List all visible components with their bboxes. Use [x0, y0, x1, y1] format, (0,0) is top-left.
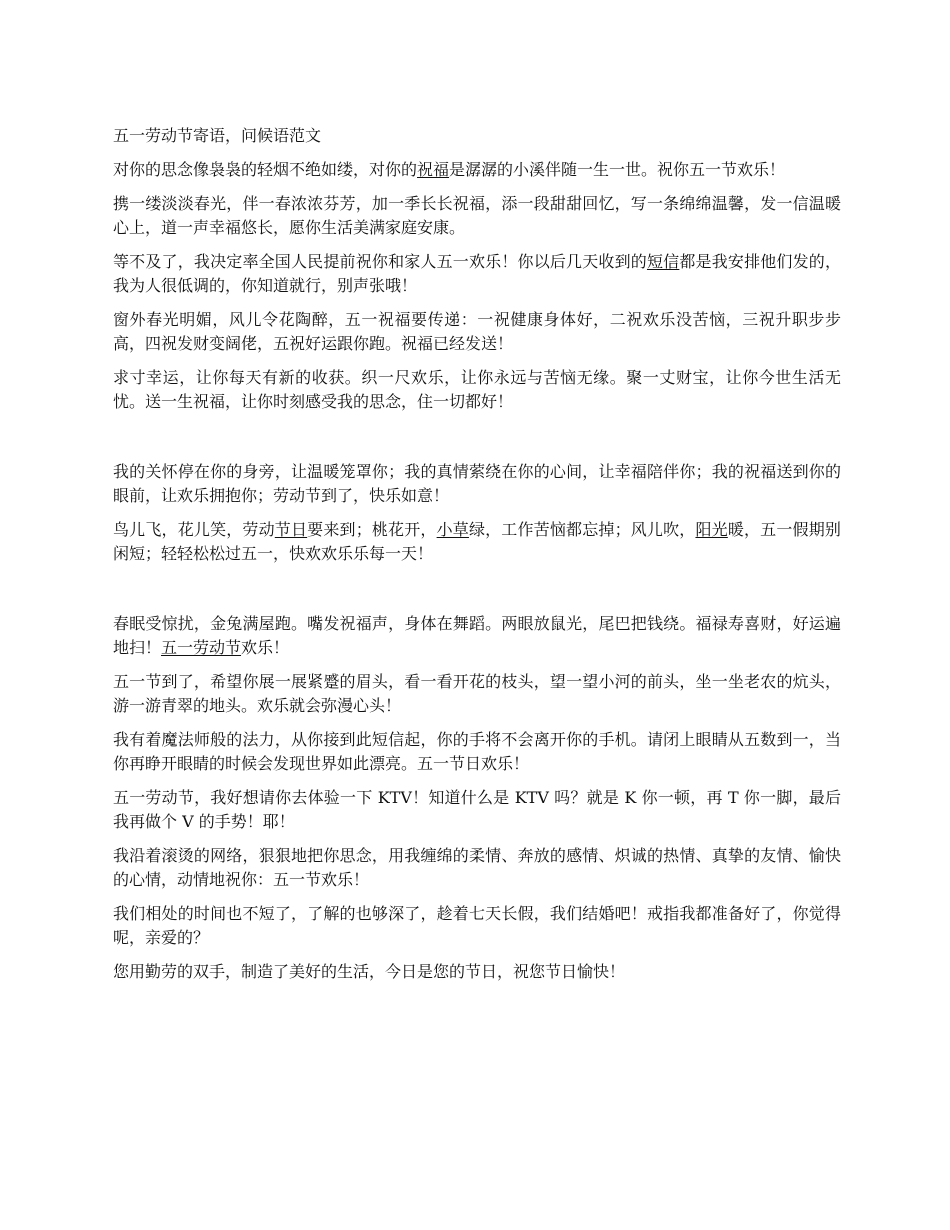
- paragraph-text: 您用勤劳的双手，制造了美好的生活，今日是您的节日，祝您节日愉快！: [113, 962, 626, 981]
- paragraph-text: 携一缕淡淡春光，伴一春浓浓芬芳，加一季长长祝福，添一段甜甜回忆，写一条绵绵温馨，发一信温暖心上，道一声幸福悠长，愿你生活美满家庭安康。: [113, 194, 841, 237]
- paragraph-list: [113, 158, 841, 984]
- paragraph-text: 求寸幸运，让你每天有新的收获。织一尺欢乐，让你永远与苦恼无缘。聚一丈财宝，让你今世生活无忧。送一生祝福，让你时刻感受我的思念，住一切都好！: [113, 368, 841, 411]
- paragraph: [113, 902, 841, 950]
- paragraph: [113, 308, 841, 356]
- document-title: 五一劳动节寄语，问候语范文: [113, 126, 322, 145]
- paragraph-text: 五一劳动节，我好想请你去体验一下 KTV！知道什么是 KTV 吗？就是 K 你一顿，再 T 你一脚，最后我再做个 V 的手势！耶！: [113, 788, 841, 831]
- paragraph: [113, 670, 841, 718]
- paragraph-text: 绿，工作苦恼都忘掉；风儿吹，: [468, 520, 696, 539]
- paragraph-text: 我的关怀停在你的身旁，让温暖笼罩你；我的真情萦绕在你的心间，让幸福陪伴你；我的祝福送到你的眼前，让欢乐拥抱你；劳动节到了，快乐如意！: [113, 462, 841, 505]
- keyword-link[interactable]: 祝福: [417, 160, 450, 179]
- document-body: [113, 124, 841, 994]
- paragraph-text: 暖，五一假期别闲短；轻轻松松过五一，快欢欢乐乐每一天！: [113, 520, 841, 563]
- paragraph-text: 我们相处的时间也不短了，了解的也够深了，趁着七天长假，我们结婚吧！戒指我都准备好了，你觉得呢，亲爱的？: [113, 904, 841, 947]
- keyword-link[interactable]: 阳光: [695, 520, 728, 539]
- paragraph-text: 对你的思念像袅袅的轻烟不绝如缕，对你的: [113, 160, 418, 179]
- paragraph-text: 窗外春光明媚，风儿令花陶醉，五一祝福要传递：一祝健康身体好，二祝欢乐没苦恼，三祝升职步步高，四祝发财变阔佬，五祝好运跟你跑。祝福已经发送！: [113, 310, 841, 353]
- paragraph-text: 春眠受惊扰，金兔满屋跑。嘴发祝福声，身体在舞蹈。两眼放鼠光，尾巴把钱绕。福禄寿喜财，好运遍地扫！: [113, 614, 841, 657]
- keyword-link[interactable]: 小草: [436, 520, 469, 539]
- paragraph: [113, 844, 841, 892]
- paragraph: [113, 158, 841, 182]
- paragraph: [113, 786, 841, 834]
- paragraph-text: 我沿着滚烫的网络，狠狠地把你思念，用我缠绵的柔情、奔放的感情、炽诚的热情、真挚的友情、愉快的心情，动情地祝你：五一节欢乐！: [113, 846, 841, 889]
- paragraph: [113, 460, 841, 508]
- paragraph: [113, 250, 841, 298]
- paragraph: [113, 518, 841, 566]
- paragraph-text: 都是我安排他们发的，我为人很低调的，你知道就行，别声张哦！: [113, 252, 841, 295]
- paragraph-text: 鸟儿飞，花儿笑，劳动: [113, 520, 275, 539]
- paragraph: [113, 366, 841, 414]
- paragraph-text: 是潺潺的小溪伴随一生一世。祝你五一节欢乐！: [449, 160, 786, 179]
- keyword-link[interactable]: 五一劳动节: [161, 638, 242, 657]
- keyword-link[interactable]: 短信: [646, 252, 680, 271]
- paragraph-text: 欢乐！: [241, 638, 290, 657]
- section-spacer: [113, 576, 841, 612]
- paragraph: [113, 960, 841, 984]
- paragraph-text: 我有着魔法师般的法力，从你接到此短信起，你的手将不会离开你的手机。请闭上眼睛从五数到一，当你再睁开眼睛的时候会发现世界如此漂亮。五一节日欢乐！: [113, 730, 841, 773]
- paragraph-text: 五一节到了，希望你展一展紧蹙的眉头，看一看开花的枝头，望一望小河的前头，坐一坐老农的炕头，游一游青翠的地头。欢乐就会弥漫心头！: [113, 672, 841, 715]
- section-spacer: [113, 424, 841, 460]
- keyword-link[interactable]: 节日: [274, 520, 308, 539]
- paragraph: [113, 728, 841, 776]
- paragraph-text: 要来到；桃花开，: [307, 520, 437, 539]
- paragraph: [113, 612, 841, 660]
- paragraph-text: 等不及了，我决定率全国人民提前祝你和家人五一欢乐！你以后几天收到的: [113, 252, 647, 271]
- paragraph: [113, 192, 841, 240]
